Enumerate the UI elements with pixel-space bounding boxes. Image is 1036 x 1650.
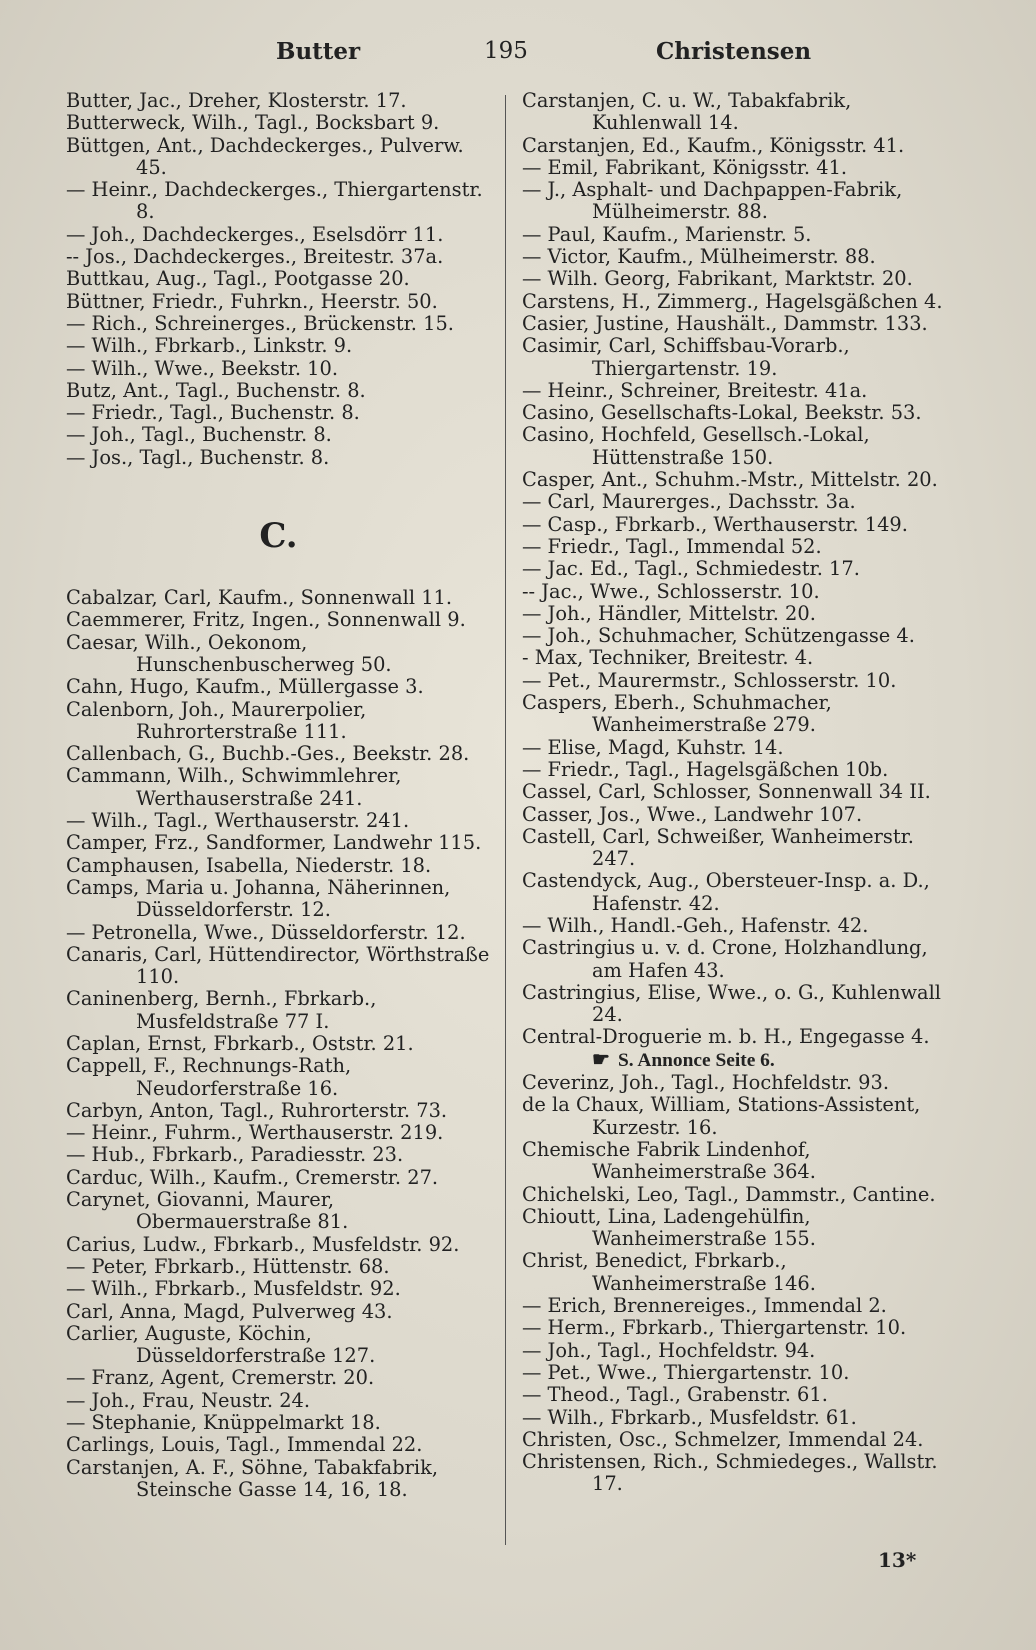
directory-entry: — Erich, Brennereiges., Immendal 2. bbox=[522, 1294, 887, 1318]
directory-entry: — Elise, Magd, Kuhstr. 14. bbox=[522, 735, 784, 759]
directory-entry: — Hub., Fbrkarb., Paradiesstr. 23. bbox=[66, 1143, 404, 1167]
directory-entry: Cahn, Hugo, Kaufm., Müllergasse 3. bbox=[66, 675, 424, 699]
directory-entry: Camps, Maria u. Johanna, Näherinnen, Düsseldorferstr. 12. bbox=[66, 875, 451, 922]
directory-entry: Carynet, Giovanni, Maurer, Obermauerstraße 81. bbox=[66, 1188, 349, 1234]
directory-entry: Central-Droguerie m. b. H., Engegasse 4. bbox=[522, 1025, 930, 1049]
directory-entry: Casier, Justine, Haushält., Dammstr. 133. bbox=[522, 311, 928, 335]
header-left-keyword: Butter bbox=[276, 38, 361, 65]
directory-entry: — Joh., Schuhmacher, Schützengasse 4. bbox=[522, 624, 915, 648]
directory-entry: — Friedr., Tagl., Buchenstr. 8. bbox=[66, 401, 360, 425]
directory-entry: — Joh., Frau, Neustr. 24. bbox=[66, 1388, 311, 1412]
directory-entry: Cammann, Wilh., Schwimmlehrer, Werthauserstraße 241. bbox=[66, 764, 402, 810]
directory-entry: — Franz, Agent, Cremerstr. 20. bbox=[66, 1366, 375, 1390]
directory-entry: — Joh., Tagl., Buchenstr. 8. bbox=[66, 423, 332, 447]
directory-entry: Butterweck, Wilh., Tagl., Bocksbart 9. bbox=[66, 111, 440, 135]
column-divider bbox=[505, 95, 506, 1545]
directory-entry: Caplan, Ernst, Fbrkarb., Oststr. 21. bbox=[66, 1031, 414, 1055]
directory-entry: — Emil, Fabrikant, Königsstr. 41. bbox=[522, 155, 848, 179]
directory-entry: — Wilh., Fbrkarb., Musfeldstr. 61. bbox=[522, 1405, 857, 1429]
directory-entry: Carlings, Louis, Tagl., Immendal 22. bbox=[66, 1433, 423, 1457]
directory-entry: — Theod., Tagl., Grabenstr. 61. bbox=[522, 1383, 828, 1407]
directory-entry: de la Chaux, William, Stations-Assistent, Kurzestr. 16. bbox=[522, 1093, 921, 1139]
directory-entry: Carstens, H., Zimmerg., Hagelsgäßchen 4. bbox=[522, 289, 943, 313]
directory-entry: — Heinr., Schreiner, Breitestr. 41a. bbox=[522, 378, 868, 402]
page-header bbox=[0, 38, 1036, 78]
directory-entry: — Joh., Tagl., Hochfeldstr. 94. bbox=[522, 1338, 816, 1362]
directory-entry: Casper, Ant., Schuhm.-Mstr., Mittelstr. 20. bbox=[522, 468, 938, 492]
right-entries-bottom bbox=[522, 1072, 954, 1496]
directory-entry: - Max, Techniker, Breitestr. 4. bbox=[522, 646, 814, 670]
directory-entry: Camphausen, Isabella, Niederstr. 18. bbox=[66, 853, 432, 877]
directory-entry: Carstanjen, A. F., Söhne, Tabakfabrik, Steinsche Gasse 14, 16, 18. bbox=[66, 1455, 438, 1501]
directory-entry: Chichelski, Leo, Tagl., Dammstr., Cantine. bbox=[522, 1182, 936, 1206]
directory-entry: — Wilh. Georg, Fabrikant, Marktstr. 20. bbox=[522, 267, 913, 291]
directory-entry: — Jos., Tagl., Buchenstr. 8. bbox=[66, 445, 330, 469]
directory-entry: Casino, Hochfeld, Gesellsch.-Lokal, Hüttenstraße 150. bbox=[522, 423, 870, 469]
directory-entry: — Peter, Fbrkarb., Hüttenstr. 68. bbox=[66, 1254, 390, 1278]
right-column bbox=[522, 90, 954, 1496]
directory-entry: — Pet., Wwe., Thiergartenstr. 10. bbox=[522, 1360, 850, 1384]
directory-entry: Camper, Frz., Sandformer, Landwehr 115. bbox=[66, 831, 482, 855]
directory-entry: — Rich., Schreinerges., Brückenstr. 15. bbox=[66, 311, 454, 335]
directory-entry: — Friedr., Tagl., Hagelsgäßchen 10b. bbox=[522, 757, 889, 781]
signature-mark: 13* bbox=[878, 1548, 917, 1572]
directory-entry: — Friedr., Tagl., Immendal 52. bbox=[522, 534, 822, 558]
directory-entry: Caesar, Wilh., Oekonom, Hunschenbuscherweg 50. bbox=[66, 630, 392, 676]
directory-entry: Calenborn, Joh., Maurerpolier, Ruhrorterstraße 111. bbox=[66, 697, 367, 743]
directory-entry: — Herm., Fbrkarb., Thiergartenstr. 10. bbox=[522, 1316, 907, 1340]
directory-entry: Christen, Osc., Schmelzer, Immendal 24. bbox=[522, 1427, 924, 1451]
directory-entry: — Wilh., Wwe., Beekstr. 10. bbox=[66, 356, 339, 380]
directory-entry: Butz, Ant., Tagl., Buchenstr. 8. bbox=[66, 378, 366, 402]
directory-entry: Chioutt, Lina, Ladengehülfin, Wanheimerstraße 155. bbox=[522, 1204, 816, 1251]
directory-entry: Carbyn, Anton, Tagl., Ruhrorterstr. 73. bbox=[66, 1098, 448, 1122]
directory-entry: Carius, Ludw., Fbrkarb., Musfeldstr. 92. bbox=[66, 1232, 460, 1256]
directory-entry: — Wilh., Tagl., Werthauserstr. 241. bbox=[66, 809, 410, 833]
directory-entry: Christensen, Rich., Schmiedeges., Wallstr. 17. bbox=[522, 1450, 938, 1496]
directory-entry: — Wilh., Fbrkarb., Musfeldstr. 92. bbox=[66, 1277, 401, 1301]
directory-entry: -- Jac., Wwe., Schlosserstr. 10. bbox=[522, 579, 820, 603]
directory-entry: — Joh., Händler, Mittelstr. 20. bbox=[522, 601, 816, 625]
left-column bbox=[66, 90, 491, 1501]
directory-entry: Callenbach, G., Buchb.-Ges., Beekstr. 28. bbox=[66, 742, 470, 766]
directory-entry: Cassel, Carl, Schlosser, Sonnenwall 34 II. bbox=[522, 780, 931, 804]
header-right-keyword: Christensen bbox=[656, 38, 812, 65]
directory-entry: — Paul, Kaufm., Marienstr. 5. bbox=[522, 222, 812, 246]
directory-entry: Casimir, Carl, Schiffsbau-Vorarb., Thiergartenstr. 19. bbox=[522, 334, 850, 380]
directory-entry: Castringius, Elise, Wwe., o. G., Kuhlenwall 24. bbox=[522, 980, 941, 1027]
directory-entry: Ceverinz, Joh., Tagl., Hochfeldstr. 93. bbox=[522, 1071, 890, 1095]
right-entries-top bbox=[522, 90, 954, 1049]
annonce-text: S. Annonce Seite 6. bbox=[617, 1049, 775, 1071]
directory-entry: Carlier, Auguste, Köchin, Düsseldorferstraße 127. bbox=[66, 1321, 376, 1368]
directory-entry: — Heinr., Dachdeckerges., Thiergartenstr. 8. bbox=[66, 178, 483, 224]
directory-entry: Castendyck, Aug., Obersteuer-Insp. a. D., Hafenstr. 42. bbox=[522, 869, 930, 915]
annonce-note bbox=[522, 1049, 954, 1072]
directory-entry: Casino, Gesellschafts-Lokal, Beekstr. 53. bbox=[522, 401, 922, 425]
directory-entry: Carstanjen, C. u. W., Tabakfabrik, Kuhlenwall 14. bbox=[522, 89, 852, 135]
directory-entry: — Jac. Ed., Tagl., Schmiedestr. 17. bbox=[522, 557, 860, 581]
directory-entry: — Pet., Maurermstr., Schlosserstr. 10. bbox=[522, 668, 897, 692]
left-entries-bottom bbox=[66, 587, 491, 1501]
directory-entry: — Stephanie, Knüppelmarkt 18. bbox=[66, 1411, 381, 1435]
directory-entry: Chemische Fabrik Lindenhof, Wanheimerstraße 364. bbox=[522, 1137, 816, 1184]
directory-entry: — Carl, Maurerges., Dachsstr. 3a. bbox=[522, 490, 856, 514]
directory-entry: Canaris, Carl, Hüttendirector, Wörthstraße 110. bbox=[66, 942, 490, 989]
directory-entry: Caemmerer, Fritz, Ingen., Sonnenwall 9. bbox=[66, 608, 466, 632]
directory-entry: — Heinr., Fuhrm., Werthauserstr. 219. bbox=[66, 1121, 444, 1145]
directory-entry: Caninenberg, Bernh., Fbrkarb., Musfeldstraße 77 I. bbox=[66, 987, 377, 1033]
directory-entry: Carl, Anna, Magd, Pulverweg 43. bbox=[66, 1299, 393, 1323]
page-number: 195 bbox=[484, 38, 528, 64]
directory-entry: Butter, Jac., Dreher, Klosterstr. 17. bbox=[66, 89, 407, 112]
directory-entry: Caspers, Eberh., Schuhmacher, Wanheimerstraße 279. bbox=[522, 691, 832, 737]
directory-entry: Castringius u. v. d. Crone, Holzhandlung, am Hafen 43. bbox=[522, 936, 928, 982]
pointing-hand-icon: ☛ bbox=[592, 1048, 610, 1071]
directory-entry: -- Jos., Dachdeckerges., Breitestr. 37a. bbox=[66, 245, 444, 269]
directory-entry: — Wilh., Handl.-Geh., Hafenstr. 42. bbox=[522, 913, 869, 937]
directory-entry: — Casp., Fbrkarb., Werthauserstr. 149. bbox=[522, 512, 908, 536]
directory-entry: Carduc, Wilh., Kaufm., Cremerstr. 27. bbox=[66, 1165, 439, 1189]
directory-entry: Büttner, Friedr., Fuhrkn., Heerstr. 50. bbox=[66, 289, 438, 313]
directory-entry: — J., Asphalt- und Dachpappen-Fabrik, Mülheimerstr. 88. bbox=[522, 178, 903, 224]
directory-entry: Casser, Jos., Wwe., Landwehr 107. bbox=[522, 802, 863, 826]
directory-entry: Buttkau, Aug., Tagl., Pootgasse 20. bbox=[66, 267, 410, 291]
directory-entry: Cappell, F., Rechnungs-Rath, Neudorferstraße 16. bbox=[66, 1054, 352, 1100]
directory-entry: — Petronella, Wwe., Düsseldorferstr. 12. bbox=[66, 920, 466, 944]
section-letter: C. bbox=[259, 516, 298, 557]
directory-entry: Christ, Benedict, Fbrkarb., Wanheimerstraße 146. bbox=[522, 1249, 816, 1295]
left-entries-top bbox=[66, 90, 491, 469]
directory-entry: Castell, Carl, Schweißer, Wanheimerstr. 247. bbox=[522, 824, 914, 871]
directory-entry: Cabalzar, Carl, Kaufm., Sonnenwall 11. bbox=[66, 586, 453, 610]
directory-entry: Carstanjen, Ed., Kaufm., Königsstr. 41. bbox=[522, 133, 905, 157]
directory-entry: — Victor, Kaufm., Mülheimerstr. 88. bbox=[522, 245, 876, 269]
directory-entry: — Wilh., Fbrkarb., Linkstr. 9. bbox=[66, 334, 353, 358]
directory-entry: — Joh., Dachdeckerges., Eselsdörr 11. bbox=[66, 222, 444, 246]
directory-entry: Büttgen, Ant., Dachdeckerges., Pulverw. 45. bbox=[66, 133, 464, 179]
